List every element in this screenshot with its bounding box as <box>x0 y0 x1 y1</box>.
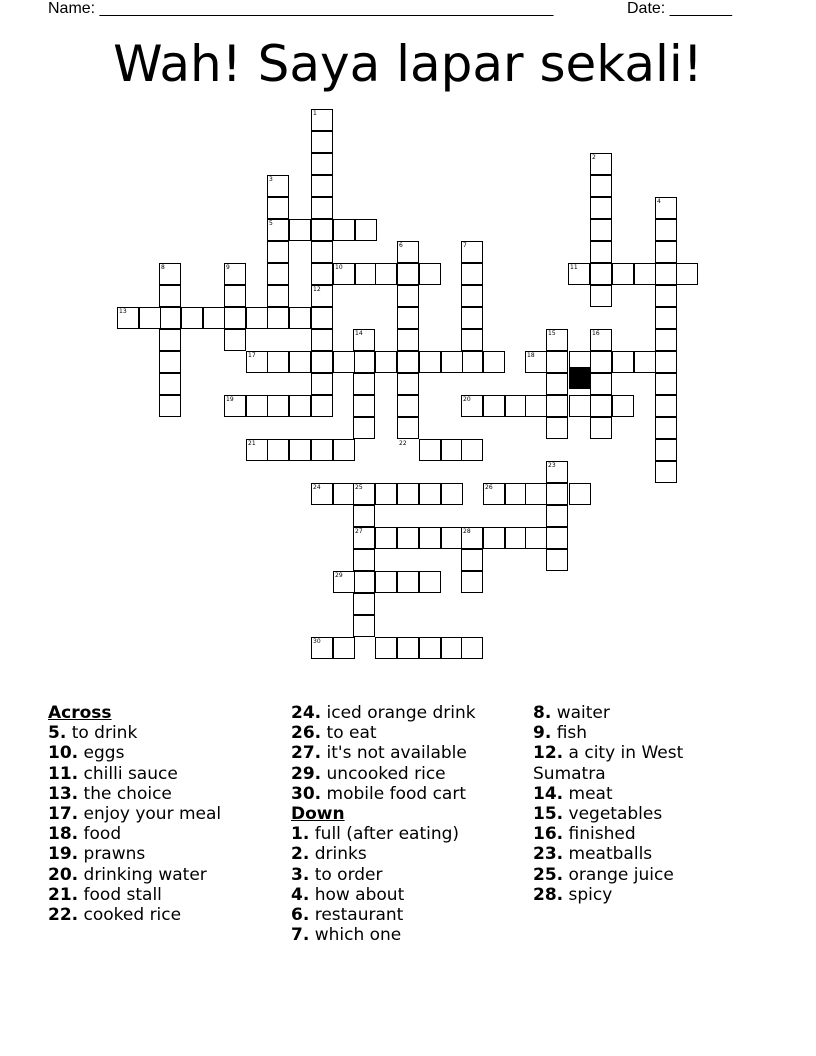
clue-label-number: 25. <box>533 864 564 885</box>
clue-text: meatballs <box>563 844 653 865</box>
grid-cell[interactable] <box>655 219 677 241</box>
grid-cell[interactable] <box>267 241 289 263</box>
grid-cell[interactable] <box>267 197 289 219</box>
grid-cell[interactable] <box>159 285 181 307</box>
clue-number: 29 <box>335 572 343 579</box>
grid-cell[interactable] <box>289 351 311 373</box>
clue-item <box>291 764 531 784</box>
clue-label-number: 17. <box>48 804 79 825</box>
grid-cell[interactable] <box>546 395 568 417</box>
clue-item <box>48 743 288 763</box>
clue-item <box>533 703 733 723</box>
clue-label-number: 21. <box>48 884 79 905</box>
clues-column-2 <box>291 703 531 945</box>
clue-number: 8 <box>161 264 165 271</box>
clue-label-number: 29. <box>291 763 322 784</box>
grid-cell[interactable] <box>397 483 419 505</box>
clue-text: meat <box>563 783 613 804</box>
clue-label-number: 1. <box>291 824 310 845</box>
clue-text: drinking water <box>78 864 207 885</box>
clue-number: 2 <box>592 154 596 161</box>
grid-cell[interactable] <box>397 285 419 307</box>
grid-cell[interactable] <box>333 351 355 373</box>
clue-number: 21 <box>248 440 256 447</box>
clue-text: chilli sauce <box>78 763 178 784</box>
grid-cell[interactable] <box>461 329 483 351</box>
grid-cell[interactable] <box>311 131 333 153</box>
grid-cell[interactable] <box>676 263 698 285</box>
clue-text: food <box>78 824 122 845</box>
clue-label-number: 11. <box>48 763 79 784</box>
clue-text: drinks <box>309 844 367 865</box>
grid-cell[interactable] <box>655 329 677 351</box>
grid-cell[interactable] <box>353 593 375 615</box>
grid-cell[interactable] <box>267 263 289 285</box>
clue-text: iced orange drink <box>321 703 476 723</box>
clue-label-number: 24. <box>291 703 322 723</box>
clue-number: 20 <box>463 396 471 403</box>
grid-cell[interactable] <box>397 373 419 395</box>
grid-cell[interactable] <box>311 329 333 351</box>
clue-label-number: 8. <box>533 703 552 723</box>
clue-text: food stall <box>78 884 162 905</box>
grid-cell[interactable] <box>483 527 505 549</box>
clue-item <box>291 703 531 723</box>
clue-number: 16 <box>592 330 600 337</box>
grid-cell[interactable] <box>590 285 612 307</box>
clue-label-number: 16. <box>533 824 564 845</box>
grid-cell[interactable] <box>246 307 268 329</box>
grid-cell[interactable] <box>159 307 181 329</box>
clue-number: 24 <box>313 484 321 491</box>
clue-number: 18 <box>527 352 535 359</box>
clue-text: vegetables <box>563 804 663 825</box>
grid-cell[interactable] <box>461 307 483 329</box>
clue-text: orange juice <box>563 864 674 885</box>
clue-number: 10 <box>335 264 343 271</box>
grid-cell[interactable] <box>267 285 289 307</box>
grid-cell[interactable] <box>655 285 677 307</box>
grid-cell[interactable] <box>569 395 591 417</box>
clue-label-number: 10. <box>48 743 79 764</box>
grid-cell[interactable] <box>655 307 677 329</box>
clue-item <box>533 865 733 885</box>
clue-text: full (after eating) <box>309 824 460 845</box>
grid-cell[interactable] <box>655 351 677 373</box>
grid-cell[interactable] <box>590 197 612 219</box>
grid-cell[interactable] <box>397 329 419 351</box>
grid-cell[interactable] <box>419 439 441 461</box>
clues-column-3 <box>533 703 733 905</box>
grid-cell[interactable] <box>461 549 483 571</box>
clue-item <box>533 824 733 844</box>
clue-text: uncooked rice <box>321 763 446 784</box>
clue-label-number: 7. <box>291 925 310 946</box>
clue-number: 13 <box>119 308 127 315</box>
grid-cell[interactable] <box>311 175 333 197</box>
grid-cell[interactable] <box>483 395 505 417</box>
grid-cell[interactable] <box>375 263 397 285</box>
clue-item <box>48 723 288 743</box>
grid-cell[interactable] <box>546 527 568 549</box>
grid-cell[interactable] <box>612 263 634 285</box>
grid-cell[interactable] <box>590 373 612 395</box>
grid-cell[interactable] <box>546 483 568 505</box>
grid-cell[interactable] <box>139 307 161 329</box>
grid-cell[interactable] <box>569 483 591 505</box>
grid-cell[interactable] <box>546 505 568 527</box>
grid-cell[interactable] <box>311 241 333 263</box>
clue-item <box>48 784 288 804</box>
clue-label-number: 30. <box>291 783 322 804</box>
clue-number: 9 <box>226 264 230 271</box>
grid-cell[interactable] <box>525 395 547 417</box>
clue-number: 5 <box>269 220 273 227</box>
grid-cell[interactable] <box>441 483 463 505</box>
grid-cell[interactable] <box>655 395 677 417</box>
grid-cell[interactable] <box>353 505 375 527</box>
grid-cell[interactable] <box>397 351 419 373</box>
name-field[interactable]: Name: ___________________________________________________ <box>48 0 554 17</box>
clue-item <box>291 784 531 804</box>
grid-cell[interactable] <box>289 439 311 461</box>
grid-cell[interactable] <box>353 417 375 439</box>
grid-cell[interactable] <box>590 219 612 241</box>
grid-cell[interactable] <box>311 373 333 395</box>
clue-number: 23 <box>548 462 556 469</box>
clue-number: 30 <box>313 638 321 645</box>
grid-cell[interactable] <box>590 351 612 373</box>
grid-cell[interactable] <box>461 263 483 285</box>
grid-cell[interactable] <box>655 241 677 263</box>
grid-cell[interactable] <box>461 571 483 593</box>
clue-number: 3 <box>269 176 273 183</box>
grid-cell[interactable] <box>419 263 441 285</box>
clue-label-number: 18. <box>48 824 79 845</box>
clue-item <box>533 885 733 905</box>
clue-number: 15 <box>548 330 556 337</box>
clue-item <box>533 784 733 804</box>
grid-cell[interactable] <box>267 351 289 373</box>
clue-label-number: 23. <box>533 844 564 865</box>
grid-cell[interactable] <box>375 527 397 549</box>
clue-text: cooked rice <box>78 905 182 926</box>
grid-cell[interactable] <box>289 307 311 329</box>
grid-cell[interactable] <box>353 615 375 637</box>
grid-cell[interactable] <box>224 285 246 307</box>
clue-label-number: 15. <box>533 804 564 825</box>
clue-text: prawns <box>78 844 146 865</box>
grid-cell[interactable] <box>267 307 289 329</box>
grid-cell[interactable] <box>546 373 568 395</box>
grid-cell[interactable] <box>419 527 441 549</box>
grid-cell[interactable] <box>655 373 677 395</box>
clue-item <box>48 865 288 885</box>
grid-cell[interactable] <box>289 395 311 417</box>
grid-cell[interactable] <box>546 351 568 373</box>
grid-cell[interactable] <box>441 637 463 659</box>
grid-cell[interactable] <box>461 439 483 461</box>
grid-cell[interactable] <box>289 219 311 241</box>
grid-cell[interactable] <box>590 263 612 285</box>
clue-number: 12 <box>313 286 321 293</box>
clue-item <box>291 844 531 864</box>
clue-number: 22 <box>399 440 407 447</box>
grid-cell[interactable] <box>525 483 547 505</box>
clue-item <box>48 764 288 784</box>
grid-cell[interactable] <box>483 351 505 373</box>
grid-cell[interactable] <box>224 307 246 329</box>
grid-cell[interactable] <box>353 395 375 417</box>
clue-label-number: 26. <box>291 723 322 744</box>
grid-cell[interactable] <box>159 351 181 373</box>
grid-cell[interactable] <box>397 637 419 659</box>
clue-item <box>48 804 288 824</box>
grid-cell[interactable] <box>655 417 677 439</box>
clue-text: which one <box>309 925 402 946</box>
grid-cell[interactable] <box>267 439 289 461</box>
clue-item <box>533 844 733 864</box>
clue-label-number: 4. <box>291 884 310 905</box>
grid-cell[interactable] <box>655 461 677 483</box>
grid-cell[interactable] <box>397 395 419 417</box>
grid-cell[interactable] <box>353 549 375 571</box>
clue-item <box>533 804 733 824</box>
clue-text: a city in West Sumatra <box>533 743 684 784</box>
clue-text: eggs <box>78 743 125 764</box>
clue-item <box>48 885 288 905</box>
clue-number: 4 <box>657 198 661 205</box>
grid-cell[interactable] <box>546 549 568 571</box>
grid-cell[interactable] <box>655 439 677 461</box>
clue-label-number: 27. <box>291 743 322 764</box>
grid-cell[interactable] <box>397 307 419 329</box>
clue-item <box>48 824 288 844</box>
grid-cell[interactable] <box>311 395 333 417</box>
clue-label-number: 22. <box>48 905 79 926</box>
grid-cell[interactable] <box>397 571 419 593</box>
clue-number: 11 <box>570 264 578 271</box>
grid-cell[interactable] <box>181 307 203 329</box>
clue-number: 26 <box>485 484 493 491</box>
grid-cell[interactable] <box>590 175 612 197</box>
grid-cell[interactable] <box>333 637 355 659</box>
clue-number: 28 <box>463 528 471 535</box>
clue-label-number: 2. <box>291 844 310 865</box>
grid-cell[interactable] <box>655 263 677 285</box>
grid-cell[interactable] <box>311 263 333 285</box>
clue-text: to eat <box>321 723 377 744</box>
clue-label-number: 19. <box>48 844 79 865</box>
clue-text: finished <box>563 824 636 845</box>
clue-number: 19 <box>226 396 234 403</box>
grid-cell[interactable] <box>224 329 246 351</box>
clue-number: 14 <box>355 330 363 337</box>
grid-cell[interactable] <box>375 571 397 593</box>
clue-label-number: 28. <box>533 884 564 905</box>
clue-item <box>291 824 531 844</box>
clue-text: restaurant <box>309 905 404 926</box>
grid-cell[interactable] <box>333 219 355 241</box>
grid-cell[interactable] <box>590 395 612 417</box>
grid-cell[interactable] <box>311 219 333 241</box>
grid-cell[interactable] <box>355 219 377 241</box>
clue-item <box>533 743 733 783</box>
clue-text: spicy <box>563 884 613 905</box>
clue-text: waiter <box>551 703 610 723</box>
grid-cell[interactable] <box>634 351 656 373</box>
clue-text: fish <box>551 723 588 744</box>
grid-cell[interactable] <box>267 395 289 417</box>
clue-item <box>533 723 733 743</box>
clue-text: mobile food cart <box>321 783 466 804</box>
clue-item <box>291 925 531 945</box>
clue-label-number: 3. <box>291 864 310 885</box>
grid-cell[interactable] <box>397 263 419 285</box>
grid-cell[interactable] <box>461 637 483 659</box>
clue-item <box>291 743 531 763</box>
page-title: Wah! Saya lapar sekali! <box>113 35 703 93</box>
grid-cell[interactable] <box>397 527 419 549</box>
clues-column-1 <box>48 703 288 925</box>
grid-cell[interactable] <box>441 351 463 373</box>
grid-cell[interactable] <box>419 571 441 593</box>
black-cell <box>569 367 591 389</box>
grid-cell[interactable] <box>311 197 333 219</box>
grid-cell[interactable] <box>159 395 181 417</box>
clue-item <box>291 905 531 925</box>
grid-cell[interactable] <box>634 263 656 285</box>
clue-label-number: 9. <box>533 723 552 744</box>
grid-cell[interactable] <box>525 527 547 549</box>
grid-cell[interactable] <box>419 351 441 373</box>
clue-label-number: 14. <box>533 783 564 804</box>
grid-cell[interactable] <box>505 483 527 505</box>
clue-number: 27 <box>355 528 363 535</box>
clue-text: enjoy your meal <box>78 804 222 825</box>
clue-number: 1 <box>313 110 317 117</box>
clue-item <box>291 885 531 905</box>
clue-number: 17 <box>248 352 256 359</box>
grid-cell[interactable] <box>311 307 333 329</box>
clue-item <box>48 844 288 864</box>
grid-cell[interactable] <box>333 483 355 505</box>
clue-label-number: 12. <box>533 743 564 764</box>
clue-label-number: 20. <box>48 864 79 885</box>
clue-number: 25 <box>355 484 363 491</box>
grid-cell[interactable] <box>546 417 568 439</box>
grid-cell[interactable] <box>419 637 441 659</box>
grid-cell[interactable] <box>397 417 419 439</box>
clue-text: to order <box>309 864 383 885</box>
grid-cell[interactable] <box>612 395 634 417</box>
grid-cell[interactable] <box>246 395 268 417</box>
grid-cell[interactable] <box>441 439 463 461</box>
grid-cell[interactable] <box>590 241 612 263</box>
clue-item <box>291 865 531 885</box>
clue-text: the choice <box>78 783 172 804</box>
grid-cell[interactable] <box>375 637 397 659</box>
grid-cell[interactable] <box>203 307 225 329</box>
clue-section-heading: Down <box>291 804 345 825</box>
grid-cell[interactable] <box>505 527 527 549</box>
grid-cell[interactable] <box>311 153 333 175</box>
grid-cell[interactable] <box>505 395 527 417</box>
clue-label-number: 6. <box>291 905 310 926</box>
grid-cell[interactable] <box>159 329 181 351</box>
grid-cell[interactable] <box>311 351 333 373</box>
grid-cell[interactable] <box>333 439 355 461</box>
grid-cell[interactable] <box>159 373 181 395</box>
grid-cell[interactable] <box>612 351 634 373</box>
grid-cell[interactable] <box>590 417 612 439</box>
clue-number: 7 <box>463 242 467 249</box>
date-field[interactable]: Date: _______ <box>627 0 732 17</box>
grid-cell[interactable] <box>375 483 397 505</box>
grid-cell[interactable] <box>353 373 375 395</box>
grid-cell[interactable] <box>419 483 441 505</box>
clue-text: how about <box>309 884 405 905</box>
grid-cell[interactable] <box>311 439 333 461</box>
clue-section-heading: Across <box>48 703 112 723</box>
grid-cell[interactable] <box>353 351 375 373</box>
clue-item <box>48 905 288 925</box>
clue-label-number: 13. <box>48 783 79 804</box>
grid-cell[interactable] <box>375 351 397 373</box>
clue-text: to drink <box>66 723 138 744</box>
grid-cell[interactable] <box>353 571 375 593</box>
clue-text: it's not available <box>321 743 467 764</box>
grid-cell[interactable] <box>461 285 483 307</box>
clue-label-number: 5. <box>48 723 67 744</box>
grid-cell[interactable] <box>355 263 377 285</box>
clue-item <box>291 723 531 743</box>
grid-cell[interactable] <box>441 527 463 549</box>
grid-cell[interactable] <box>461 351 483 373</box>
clue-number: 6 <box>399 242 403 249</box>
